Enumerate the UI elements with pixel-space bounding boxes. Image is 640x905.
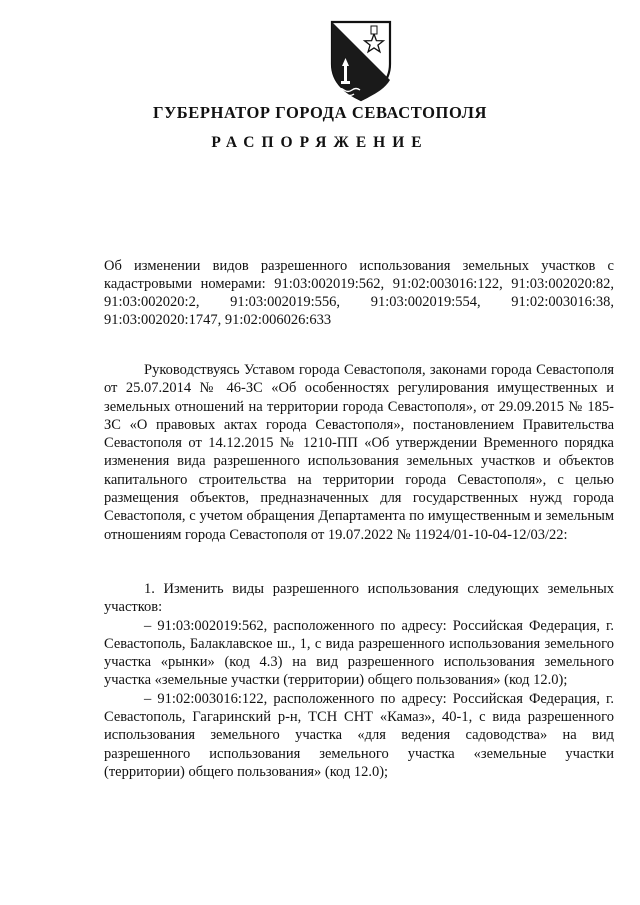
issuer-title: ГУБЕРНАТОР ГОРОДА СЕВАСТОПОЛЯ xyxy=(152,103,487,122)
paragraph-spacer xyxy=(104,544,614,580)
parcel-item: – 91:02:003016:122, расположенного по адресу: Российская Федерация, г. Севастополь, Гагаринский р-н, ТСН СНТ «Камаз», 40-1, с вида разрешенного использования земельного участка «для ведения садоводства» на вид разрешенного использования земельного участка «земельные участки (территории) общего пользования» (код 12.0); xyxy=(104,690,614,780)
sevastopol-coat-of-arms-icon xyxy=(328,18,394,102)
document-type: РАСПОРЯЖЕНИЕ xyxy=(211,134,429,151)
item-1-intro: 1. Изменить виды разрешенного использования следующих земельных участков: xyxy=(104,580,614,616)
preamble-paragraph: Руководствуясь Уставом города Севастополя, законами города Севастополя от 25.07.2014 № 46-ЗС «Об особенностях регулирования имущественных и земельных отношений на территории города Севастополя», от 29.09.2015 № 185-ЗС «О правовых актах города Севастополя», постановлением Правительства Севастополя от 14.12.2015 № 1210-ПП «Об утверждении Временного порядка изменения вида разрешенного использования земельных участков и объектов капитального строительства на территории города Севастополя», с целью размещения объектов, предназначенных для государственных нужд города Севастополя, с учетом обращения Департамента по имущественным и земельным отношениям города Севастополя от 19.07.2022 № 11924/01-10-04-12/03/22: xyxy=(104,362,614,543)
parcel-item: – 91:03:002019:562, расположенного по адресу: Российская Федерация, г. Севастополь, Балаклавское ш., 1, с вида разрешенного использования земельного участка «рынки» (код 4.3) на вид разрешенного использования земельного участка «земельные участки (территории) общего пользования» (код 12.0); xyxy=(104,617,614,689)
document-subject: Об изменении видов разрешенного использования земельных участков с кадастровыми номерами: 91:03:002019:562, 91:02:003016:122, 91:03:002020:82, 91:03:002020:2, 91:03:002019:556, 91:03:002019:554, 91:02:003016:38, 91:03:002020:1747, 91:02:006026:633 xyxy=(104,258,614,328)
document-body xyxy=(104,361,614,781)
